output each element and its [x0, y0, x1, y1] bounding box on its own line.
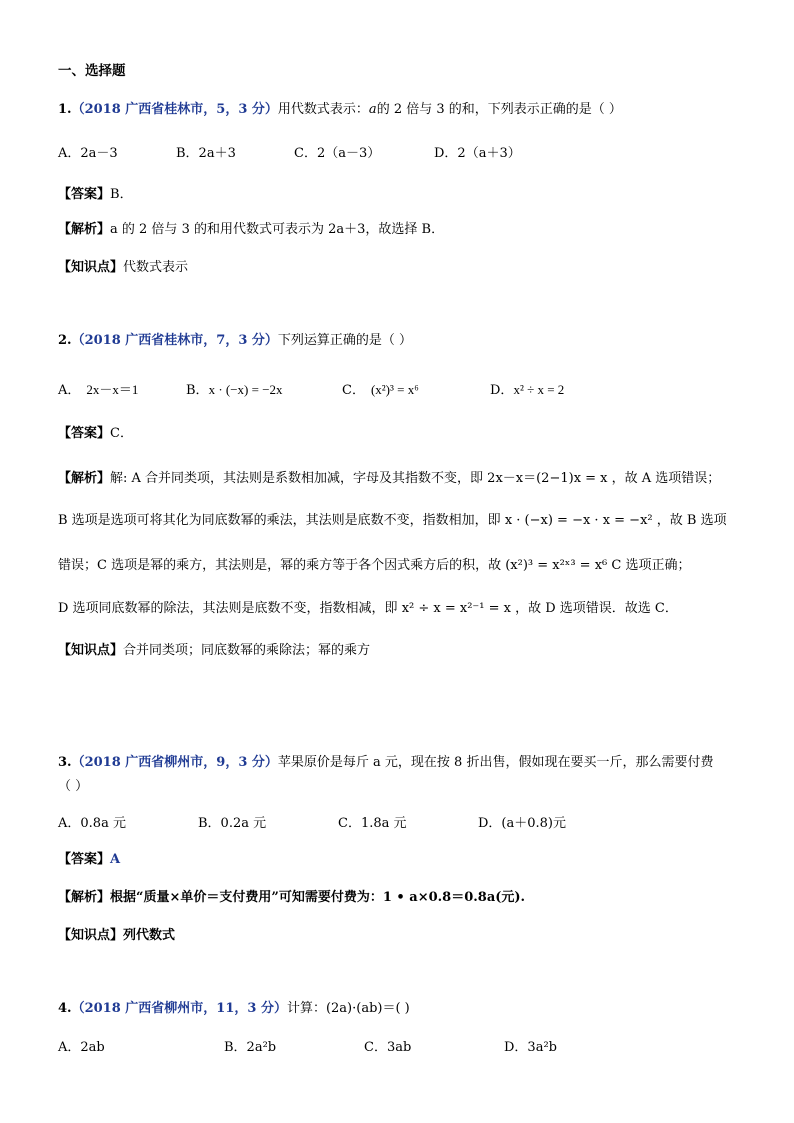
q2-analysis-line-4: D 选项同底数幂的除法，其法则是底数不变，指数相减，即 x² ÷ x = x²⁻¹ = x ，故 D 选项错误．故选 C．	[58, 601, 678, 616]
q2-analysis-line-1	[58, 470, 720, 488]
answer-value: B．	[110, 187, 133, 202]
answer-value: C．	[110, 426, 133, 441]
q2-option-b: B．x · (−x) = −2x	[186, 382, 283, 398]
q2-answer	[58, 425, 133, 443]
q2-option-c: C． (x²)³ = x⁶	[342, 382, 419, 398]
knowledge-label: 【知识点】	[58, 643, 124, 658]
q2-option-a: A． 2x－x＝1	[58, 382, 139, 398]
knowledge-text: 列代数式	[123, 928, 176, 943]
knowledge-label: 【知识点】	[58, 928, 124, 943]
q4-option-a: A．2ab	[58, 1040, 105, 1055]
question-3-stem-cont: （ ）	[58, 779, 89, 794]
q1-option-c: C．2（a－3）	[294, 146, 381, 161]
q3-option-c: C．1.8a 元	[338, 816, 407, 831]
question-2-stem: 2.（2018 广西省桂林市，7，3 分）下列运算正确的是（ ）	[58, 333, 413, 348]
q3-option-d: D．(a＋0.8)元	[478, 816, 566, 831]
q4-option-b: B．2a²b	[224, 1040, 277, 1055]
q1-option-b: B．2a＋3	[176, 146, 236, 161]
q1-option-a: A．2a－3	[58, 146, 118, 161]
q3-knowledge	[58, 927, 175, 945]
question-number: 1.	[58, 102, 72, 117]
q3-answer	[58, 851, 120, 869]
q2-analysis-line-2: B 选项是选项可将其化为同底数幂的乘法，其法则是底数不变，指数相加，即 x · (−x) = −x · x = −x² ，故 B 选项	[58, 513, 727, 528]
answer-value: A	[110, 852, 121, 867]
section-title: 一、选择题	[58, 63, 126, 79]
answer-label: 【答案】	[58, 187, 111, 202]
q3-option-a: A．0.8a 元	[58, 816, 126, 831]
q1-analysis	[58, 221, 444, 239]
q2-analysis-line-3: 错误；C 选项是幂的乘方，其法则是，幂的乘方等于各个因式乘方后的积，故 (x²)³ = x²ˣ³ = x⁶ C 选项正确；	[58, 558, 691, 573]
question-source: （2018 广西省柳州市，11，3 分）	[71, 1001, 287, 1016]
question-number: 4.	[58, 1001, 72, 1016]
analysis-label: 【解析】	[58, 222, 111, 237]
question-number: 3.	[58, 755, 72, 770]
knowledge-text: 合并同类项；同底数幂的乘除法；幂的乘方	[123, 643, 371, 658]
analysis-text: 根据“质量×单价＝支付费用”可知需要付费为：1 • a×0.8＝0.8a(元).	[110, 890, 526, 905]
q4-option-d: D．3a²b	[504, 1040, 557, 1055]
analysis-text: 解: A 合并同类项，其法则是系数相加减，字母及其指数不变，即 2x－x＝(2−1)x = x ，故 A 选项错误；	[110, 471, 721, 486]
answer-label: 【答案】	[58, 426, 111, 441]
q1-option-d: D．2（a＋3）	[434, 146, 521, 161]
q2-option-d: D．x² ÷ x = 2	[490, 382, 565, 398]
question-1-stem: 1.（2018 广西省桂林市，5，3 分）用代数式表示：a的 2 倍与 3 的和，下列表示正确的是（ ）	[58, 102, 622, 117]
q1-knowledge	[58, 259, 188, 277]
knowledge-text: 代数式表示	[123, 260, 189, 275]
q2-knowledge	[58, 642, 370, 660]
question-source: （2018 广西省桂林市，5，3 分）	[71, 102, 278, 117]
question-source: （2018 广西省柳州市，9，3 分）	[71, 755, 278, 770]
q4-option-c: C．3ab	[364, 1040, 412, 1055]
question-4-stem: 4.（2018 广西省柳州市，11，3 分）计算：(2a)·(ab)＝( )	[58, 1001, 410, 1016]
q3-option-b: B．0.2a 元	[198, 816, 267, 831]
question-source: （2018 广西省桂林市，7，3 分）	[71, 333, 278, 348]
analysis-label: 【解析】	[58, 890, 111, 905]
knowledge-label: 【知识点】	[58, 260, 124, 275]
q1-answer	[58, 186, 133, 204]
question-3-stem: 3.（2018 广西省柳州市，9，3 分）苹果原价是每斤 a 元，现在按 8 折出售，假如现在要买一斤，那么需要付费	[58, 755, 714, 770]
question-number: 2.	[58, 333, 72, 348]
analysis-label: 【解析】	[58, 471, 111, 486]
analysis-text: a 的 2 倍与 3 的和用代数式可表示为 2a＋3，故选择 B．	[110, 222, 445, 237]
q3-analysis	[58, 889, 525, 907]
answer-label: 【答案】	[58, 852, 111, 867]
